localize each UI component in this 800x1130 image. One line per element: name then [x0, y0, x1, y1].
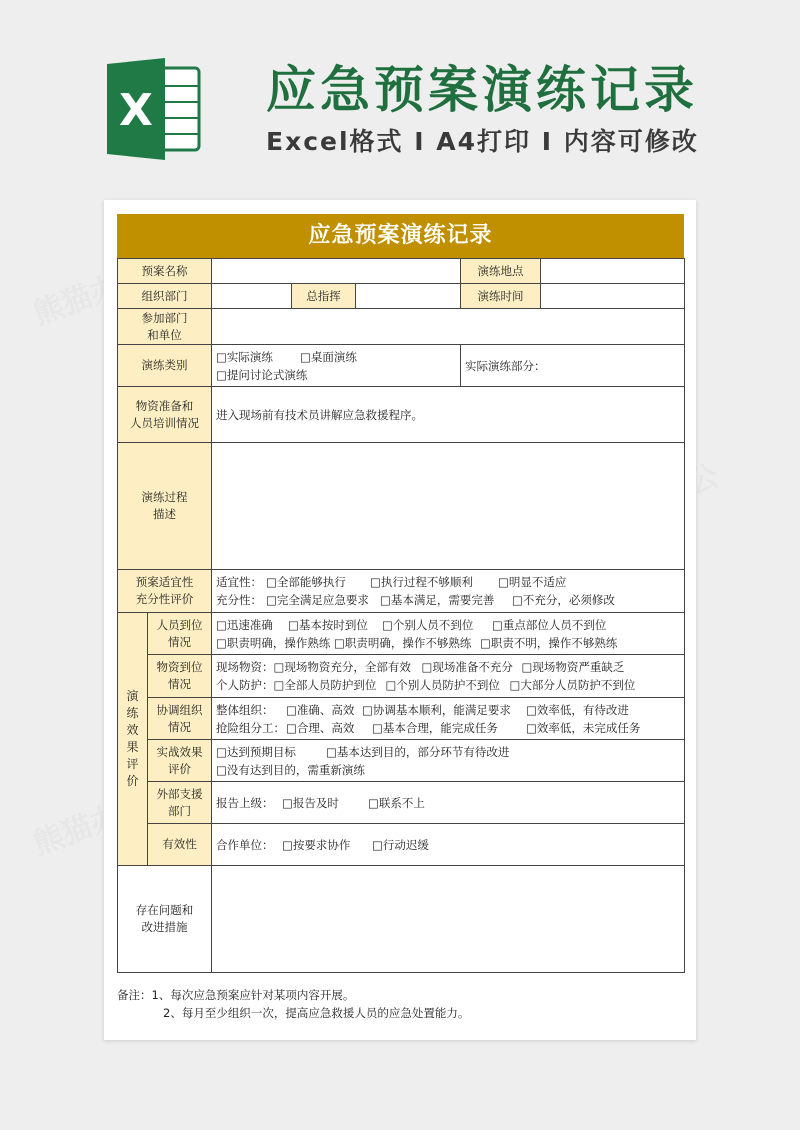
checkbox-materials-sufficient[interactable]: □现场物资充分，全部有效: [273, 660, 411, 674]
checkbox-basically-reasonable[interactable]: □基本合理，能完成任务: [372, 720, 498, 735]
row-plan-name: [118, 259, 685, 284]
protection-head: 个人防护：: [216, 678, 274, 692]
checkbox-most-unprotected[interactable]: □大部分人员防护不到位: [509, 678, 636, 692]
excel-logo-letter: X: [119, 85, 153, 136]
label-drill-type: 演练类别: [118, 345, 212, 387]
row-combat: [118, 740, 685, 782]
row-personnel: [118, 613, 685, 655]
label-materials: 物资到位 情况: [148, 655, 212, 698]
label-process: 演练过程 描述: [118, 443, 212, 570]
label-plan-name: 预案名称: [118, 259, 212, 284]
checkbox-quick-accurate[interactable]: □迅速准确: [216, 617, 273, 632]
checkbox-basically-meets[interactable]: □基本满足，需要完善: [380, 593, 495, 607]
form-table: [117, 258, 685, 973]
checkbox-not-smooth[interactable]: □执行过程不够顺利: [370, 575, 473, 589]
row-external: [118, 782, 685, 824]
checkbox-all-executable[interactable]: □全部能够执行: [266, 575, 346, 589]
label-organizer: 组织部门: [118, 284, 212, 309]
checkbox-key-absent[interactable]: □重点部位人员不到位: [492, 617, 607, 632]
watermark: 熊猫办公: [28, 258, 154, 333]
checkbox-clear-unskilled[interactable]: □职责明确，操作不够熟练: [334, 635, 472, 650]
label-commander: 总指挥: [292, 284, 356, 309]
division-head: 抢险组分工：: [216, 720, 285, 735]
checkbox-actual-drill[interactable]: □实际演练: [216, 349, 273, 364]
checkbox-discussion-drill[interactable]: □提问讨论式演练: [216, 367, 308, 382]
checkbox-not-achieved[interactable]: □没有达到目的，需重新演练: [216, 762, 365, 777]
checkbox-basically-achieved[interactable]: □基本达到目的，部分环节有待改进: [326, 744, 510, 759]
remark-line-1: 备注：1、每次应急预案应针对某项内容开展。: [117, 988, 355, 1002]
label-drill-time: 演练时间: [461, 284, 541, 309]
preparation-text[interactable]: 进入现场前有技术员讲解应急救援程序。: [212, 387, 685, 443]
checkbox-goal-achieved[interactable]: □达到预期目标: [216, 744, 296, 759]
effectiveness-options: [212, 824, 685, 866]
checkbox-clear-skilled[interactable]: □职责明确，操作熟练: [216, 635, 331, 650]
input-organizer[interactable]: [212, 284, 292, 309]
input-plan-name[interactable]: [212, 259, 461, 284]
label-coordination: 协调组织 情况: [148, 698, 212, 740]
row-issues: [118, 866, 685, 973]
row-coordination: [118, 698, 685, 740]
row-organizer: [118, 284, 685, 309]
personnel-options: [212, 613, 685, 655]
row-preparation: [118, 387, 685, 443]
checkbox-basically-on-time[interactable]: □基本按时到位: [288, 617, 368, 632]
row-suitability: [118, 570, 685, 613]
organization-head: 整体组织：: [216, 702, 274, 717]
suitability-options: [212, 570, 685, 613]
materials-head: 现场物资：: [216, 660, 274, 674]
checkbox-accurate-efficient[interactable]: □准确、高效: [286, 702, 355, 717]
checkbox-task-incomplete[interactable]: □效率低，未完成任务: [526, 720, 641, 735]
row-process: [118, 443, 685, 570]
combat-options: [212, 740, 685, 782]
row-materials: [118, 655, 685, 698]
label-combat: 实战效果 评价: [148, 740, 212, 782]
form-title: 应急预案演练记录: [117, 214, 684, 258]
external-options: [212, 782, 685, 824]
page-subtitle: Excel格式 I A4打印 I 内容可修改: [266, 127, 699, 156]
remark-line-2: 2、每月至少组织一次，提高应急救援人员的应急处置能力。: [163, 1006, 470, 1020]
checkbox-slow-action[interactable]: □行动迟缓: [372, 837, 429, 852]
adequacy-head: 充分性：: [216, 593, 262, 607]
excel-logo-icon: [103, 58, 203, 160]
checkbox-low-efficiency[interactable]: □效率低，有待改进: [526, 702, 629, 717]
label-effectiveness: 有效性: [148, 824, 212, 866]
checkbox-report-timely[interactable]: □报告及时: [282, 795, 339, 810]
label-drill-location: 演练地点: [461, 259, 541, 284]
label-drill-effect-evaluation: 演 练 效 果 评 价: [118, 613, 148, 866]
partner-head: 合作单位：: [216, 837, 274, 852]
checkbox-unclear-unskilled[interactable]: □职责不明，操作不够熟练: [480, 635, 618, 650]
report-head: 报告上级：: [216, 795, 274, 810]
checkbox-not-suitable[interactable]: □明显不适应: [498, 575, 567, 589]
checkbox-some-absent[interactable]: □个别人员不到位: [382, 617, 474, 632]
label-personnel: 人员到位 情况: [148, 613, 212, 655]
input-participants[interactable]: [212, 309, 685, 345]
materials-options: [212, 655, 685, 698]
page-title: 应急预案演练记录: [266, 61, 698, 119]
label-preparation: 物资准备和 人员培训情况: [118, 387, 212, 443]
actual-drill-part[interactable]: 实际演练部分：: [461, 345, 685, 387]
label-suitability: 预案适宜性 充分性评价: [118, 570, 212, 613]
checkbox-some-unprotected[interactable]: □个别人员防护不到位: [385, 678, 500, 692]
checkbox-materials-insufficient[interactable]: □现场准备不充分: [421, 660, 513, 674]
row-participants: [118, 309, 685, 345]
row-drill-type: [118, 345, 685, 387]
checkbox-tabletop-drill[interactable]: □桌面演练: [300, 349, 357, 364]
checkbox-cooperate[interactable]: □按要求协作: [282, 837, 351, 852]
label-participants: 参加部门 和单位: [118, 309, 212, 345]
remarks: [117, 986, 684, 1022]
watermark: 熊猫办公: [28, 788, 154, 863]
drill-type-options: [212, 345, 461, 387]
label-issues: 存在问题和 改进措施: [118, 866, 212, 973]
checkbox-all-protected[interactable]: □全部人员防护到位: [273, 678, 377, 692]
checkbox-unreachable[interactable]: □联系不上: [368, 795, 425, 810]
input-commander[interactable]: [356, 284, 461, 309]
input-drill-time[interactable]: [541, 284, 685, 309]
page-header: [0, 0, 800, 180]
label-external: 外部支援 部门: [148, 782, 212, 824]
input-drill-location[interactable]: [541, 259, 685, 284]
checkbox-materials-lacking[interactable]: □现场物资严重缺乏: [521, 660, 625, 674]
checkbox-coordination-smooth[interactable]: □协调基本顺利，能满足要求: [362, 702, 511, 717]
input-process[interactable]: [212, 443, 685, 570]
coordination-options: [212, 698, 685, 740]
checkbox-reasonable-efficient[interactable]: □合理、高效: [286, 720, 355, 735]
suitability-head: 适宜性：: [216, 575, 262, 589]
checkbox-fully-meets[interactable]: □完全满足应急要求: [266, 593, 369, 607]
drill-record-form: [117, 214, 684, 973]
input-issues[interactable]: [212, 866, 685, 973]
checkbox-insufficient[interactable]: □不充分，必须修改: [512, 593, 615, 607]
row-effectiveness: [118, 824, 685, 866]
